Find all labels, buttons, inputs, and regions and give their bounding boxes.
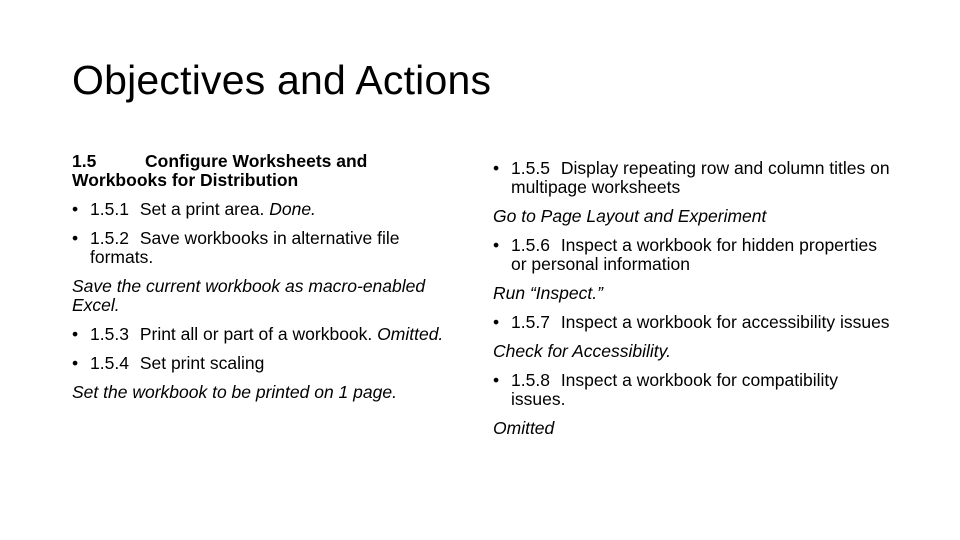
objective-code: 1.5.3 [90,324,129,344]
action-note-1-5-5: Go to Page Layout and Experiment [493,206,767,226]
bullet-icon: • [493,312,500,332]
objective-code: 1.5.5 [511,158,550,178]
objective-item-1-5-3 [72,325,457,344]
bullet-icon: • [493,158,500,178]
objective-item-1-5-4 [72,354,457,373]
objective-text: Display repeating row and column titles on multipage worksheets [511,158,890,197]
objective-text: Inspect a workbook for compatibility issues. [511,370,839,409]
objective-item-1-5-1 [72,200,457,219]
bullet-icon: • [493,235,500,255]
objective-item-1-5-8 [493,371,893,409]
section-number: 1.5 [72,151,97,171]
objective-code: 1.5.4 [90,353,129,373]
right-column [493,159,893,448]
action-note-1-5-8: Omitted [493,418,555,438]
bullet-icon: • [493,370,500,390]
objective-code: 1.5.2 [90,228,129,248]
objective-note: Omitted. [377,324,444,344]
objective-note: Done. [269,199,316,219]
objective-item-1-5-6 [493,236,893,274]
action-note-1-5-2: Save the current workbook as macro-enabled Excel. [72,276,426,315]
objective-text: Save workbooks in alternative file formats. [90,228,400,267]
section-heading [72,152,457,190]
objective-code: 1.5.7 [511,312,550,332]
bullet-icon: • [72,228,79,248]
objective-item-1-5-2 [72,229,457,267]
bullet-icon: • [72,353,79,373]
objective-text: Inspect a workbook for accessibility issues [560,312,890,332]
slide-title: Objectives and Actions [72,57,492,103]
action-note-1-5-7: Check for Accessibility. [493,341,671,361]
left-column [72,152,457,412]
objective-code: 1.5.1 [90,199,129,219]
objective-text: Set a print area. [139,199,265,219]
objective-code: 1.5.6 [511,235,550,255]
objective-text: Print all or part of a workbook. [139,324,373,344]
objective-item-1-5-7 [493,313,893,332]
action-note-1-5-6: Run “Inspect.” [493,283,603,303]
objective-code: 1.5.8 [511,370,550,390]
section-heading-text: Configure Worksheets and Workbooks for Distribution [72,151,368,190]
objective-text: Inspect a workbook for hidden properties or personal information [511,235,877,274]
bullet-icon: • [72,324,79,344]
action-note-1-5-4: Set the workbook to be printed on 1 page. [72,382,397,402]
objective-item-1-5-5 [493,159,893,197]
bullet-icon: • [72,199,79,219]
objective-text: Set print scaling [139,353,265,373]
